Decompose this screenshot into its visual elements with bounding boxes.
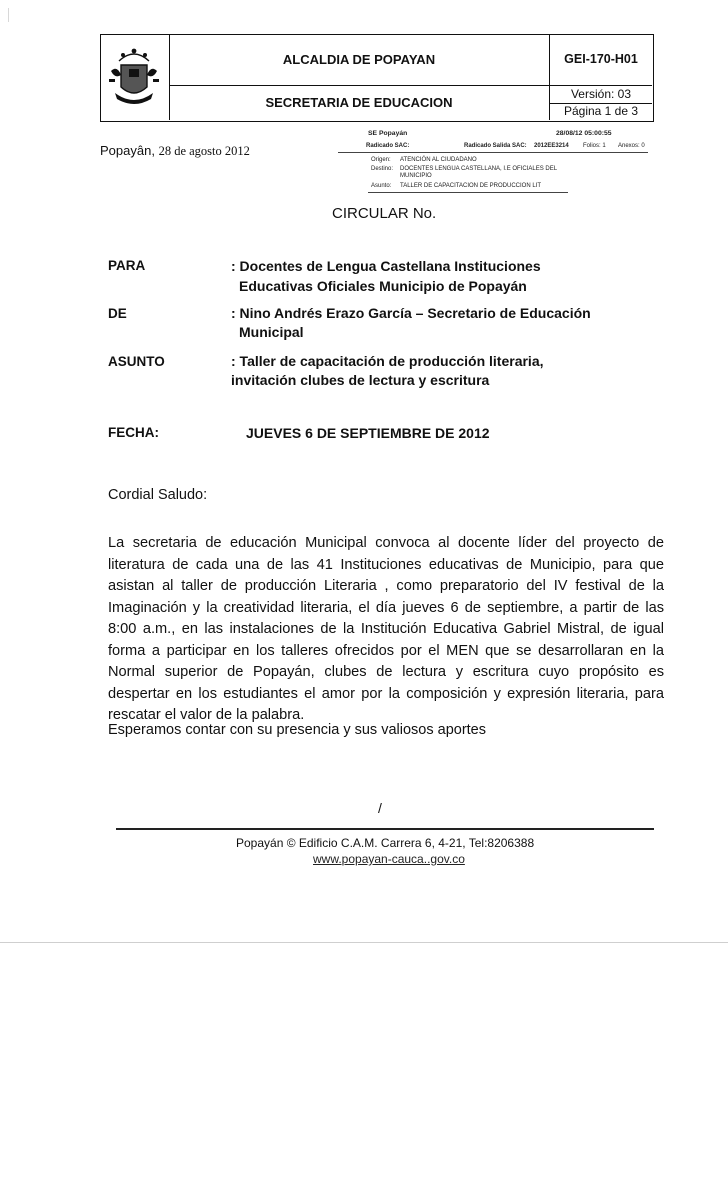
stamp-destino-value-2: MUNICIPIO xyxy=(400,173,432,179)
para-line-1: : Docentes de Lengua Castellana Instituciones xyxy=(231,258,541,274)
stamp-radicado-label: Radicado SAC: xyxy=(366,143,410,149)
document-header xyxy=(100,34,654,122)
de-label: DE xyxy=(108,306,127,321)
de-line-2: Municipal xyxy=(239,324,304,340)
greeting: Cordial Saludo: xyxy=(108,487,208,503)
scan-edge-line xyxy=(0,942,728,943)
asunto-line-1: : Taller de capacitación de producción literaria, xyxy=(231,353,544,369)
page-number: Página 1 de 3 xyxy=(563,104,639,118)
stamp-radicado-salida-value: 2012EE3214 xyxy=(534,143,569,149)
stamp-office: SE Popayán xyxy=(368,130,408,137)
scan-mark xyxy=(8,8,9,22)
footer-rule xyxy=(116,828,654,830)
stamp-destino-value-1: DOCENTES LENGUA CASTELLANA, I.E OFICIALES DEL xyxy=(400,166,558,172)
stamp-anexos: Anexos: 0 xyxy=(618,143,645,149)
department-name: SECRETARIA DE EDUCACION xyxy=(265,95,453,110)
asunto-label: ASUNTO xyxy=(108,354,165,369)
logo-cell xyxy=(101,35,170,120)
header-codes xyxy=(550,35,652,120)
closing: Esperamos contar con su presencia y sus valiosos aportes xyxy=(108,722,486,738)
para-line-2: Educativas Oficiales Municipio de Popayán xyxy=(239,278,527,294)
stamp-destino-label: Destino: xyxy=(371,166,394,172)
institution-name: ALCALDIA DE POPAYAN xyxy=(282,52,436,67)
fecha-value: JUEVES 6 DE SEPTIEMBRE DE 2012 xyxy=(246,425,490,441)
stamp-rule xyxy=(338,152,648,153)
letter-date: 28 de agosto 2012 xyxy=(158,144,250,158)
footer-address: Popayán © Edificio C.A.M. Carrera 6, 4-21, Tel:8206388 xyxy=(236,836,535,850)
radicado-stamp xyxy=(338,127,656,199)
document-version: Versión: 03 xyxy=(570,87,632,101)
stamp-origen-value: ATENCIÓN AL CIUDADANO xyxy=(400,157,477,163)
body-paragraph: La secretaria de educación Municipal convoca al docente líder del proyecto de literatura de cada una de las 41 Instituciones educativas de Municipio, para que asistan al taller de producción Literaria , como preparatorio del IV festival de la Imaginación y la creatividad literaria, el día jueves 6 de septiembre, a partir de las 8:00 a.m., en las instalaciones de la Institución Educativa Gabriel Mistral, de igual forma a participar en los talleres ofrecidos por el MEN que se desarrollaran en la Normal superior de Popayán, clubes de lectura y escritura cuyo propósito es despertar en los estudiantes el amor por la composición y expresión literaria, para rescatar el valor de la palabra. xyxy=(108,535,664,723)
de-line-1: : Nino Andrés Erazo García – Secretario de Educación xyxy=(231,305,591,321)
stamp-asunto-label: Asunto: xyxy=(371,183,392,189)
place-date xyxy=(100,143,250,159)
fecha-label: FECHA: xyxy=(108,425,159,440)
stamp-asunto-value: TALLER DE CAPACITACION DE PRODUCCION LIT xyxy=(400,183,542,189)
coat-of-arms-logo xyxy=(101,35,167,119)
footer-website-link[interactable]: www.popayan-cauca..gov.co xyxy=(313,852,465,866)
document-code: GEI-170-H01 xyxy=(564,52,638,66)
stamp-bottom-rule xyxy=(368,192,568,193)
city: Popayân, xyxy=(100,143,155,158)
stamp-origen-label: Origen: xyxy=(371,157,391,163)
stamp-folios: Folios: 1 xyxy=(583,143,606,149)
header-titles xyxy=(169,35,550,120)
asunto-line-2: invitación clubes de lectura y escritura xyxy=(231,372,490,388)
stamp-datetime: 28/08/12 05:00:55 xyxy=(556,130,612,137)
circular-title: CIRCULAR No. xyxy=(332,205,437,222)
stamp-radicado-salida-label: Radicado Salida SAC: xyxy=(464,143,527,149)
handwritten-mark: / xyxy=(378,800,382,816)
para-label: PARA xyxy=(108,258,146,273)
